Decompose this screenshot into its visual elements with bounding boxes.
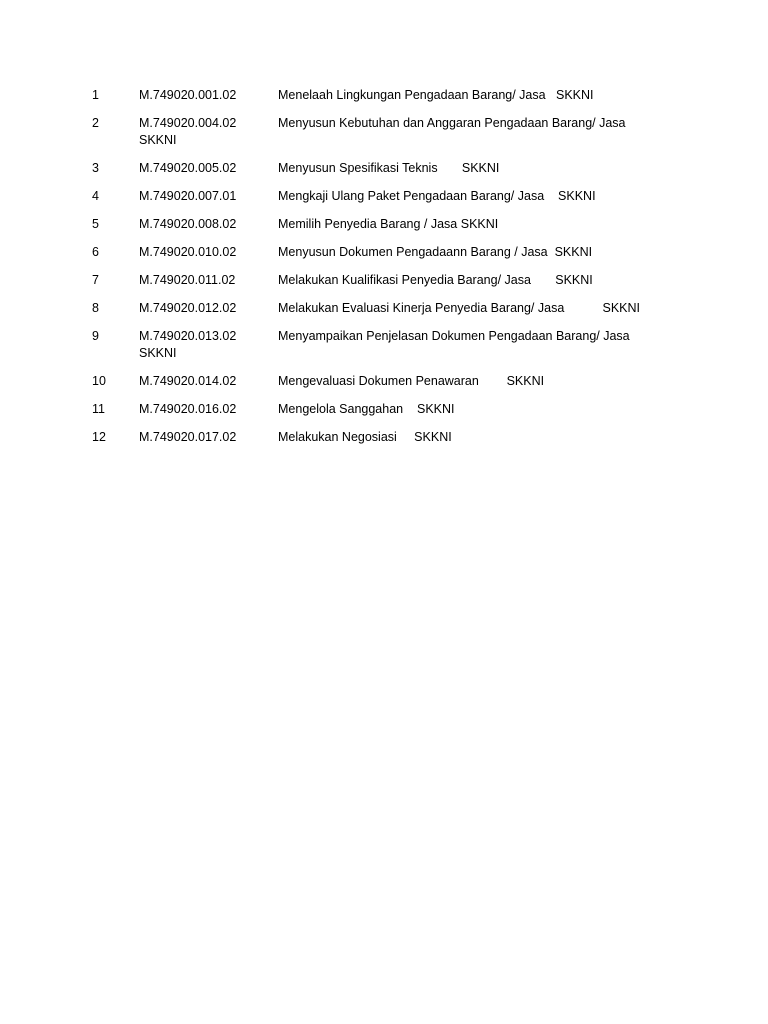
list-item [0, 188, 768, 206]
item-number: 7 [92, 273, 99, 287]
list-item [0, 160, 768, 178]
list-item [0, 429, 768, 447]
item-description-continued: SKKNI [139, 133, 177, 147]
list-item [0, 401, 768, 419]
list-item [0, 300, 768, 318]
item-description: Menyusun Kebutuhan dan Anggaran Pengadaan Barang/ Jasa [278, 116, 626, 130]
list-item [0, 115, 768, 150]
item-number: 2 [92, 116, 99, 130]
item-code: M.749020.004.02 [139, 116, 237, 130]
item-code: M.749020.016.02 [139, 402, 237, 416]
list-item [0, 272, 768, 290]
item-description: Melakukan Negosiasi SKKNI [278, 430, 452, 444]
item-code: M.749020.017.02 [139, 430, 237, 444]
item-code: M.749020.005.02 [139, 161, 237, 175]
item-description: Menelaah Lingkungan Pengadaan Barang/ Jasa SKKNI [278, 88, 594, 102]
item-number: 11 [92, 402, 105, 416]
item-number: 3 [92, 161, 99, 175]
list-item [0, 244, 768, 262]
item-description: Menyusun Dokumen Pengadaann Barang / Jasa SKKNI [278, 245, 593, 259]
item-number: 8 [92, 301, 99, 315]
item-description: Melakukan Evaluasi Kinerja Penyedia Barang/ Jasa SKKNI [278, 301, 640, 315]
item-code: M.749020.001.02 [139, 88, 237, 102]
item-code: M.749020.013.02 [139, 329, 237, 343]
item-number: 10 [92, 374, 106, 388]
item-code: M.749020.012.02 [139, 301, 237, 315]
list-item [0, 328, 768, 363]
item-description-continued: SKKNI [139, 346, 177, 360]
list-item [0, 87, 768, 105]
item-description: Mengelola Sanggahan SKKNI [278, 402, 455, 416]
item-code: M.749020.008.02 [139, 217, 237, 231]
item-number: 12 [92, 430, 106, 444]
item-number: 9 [92, 329, 99, 343]
item-code: M.749020.010.02 [139, 245, 237, 259]
item-code: M.749020.014.02 [139, 374, 237, 388]
item-number: 4 [92, 189, 99, 203]
item-code: M.749020.011.02 [139, 273, 236, 287]
list-item [0, 373, 768, 391]
item-description: Mengevaluasi Dokumen Penawaran SKKNI [278, 374, 545, 388]
item-number: 6 [92, 245, 99, 259]
item-number: 1 [92, 88, 99, 102]
item-number: 5 [92, 217, 99, 231]
item-description: Mengkaji Ulang Paket Pengadaan Barang/ Jasa SKKNI [278, 189, 596, 203]
item-description: Menyampaikan Penjelasan Dokumen Pengadaan Barang/ Jasa [278, 329, 630, 343]
competency-list [0, 87, 768, 457]
item-description: Memilih Penyedia Barang / Jasa SKKNI [278, 217, 499, 231]
item-description: Melakukan Kualifikasi Penyedia Barang/ Jasa SKKNI [278, 273, 593, 287]
item-description: Menyusun Spesifikasi Teknis SKKNI [278, 161, 500, 175]
list-item [0, 216, 768, 234]
item-code: M.749020.007.01 [139, 189, 237, 203]
